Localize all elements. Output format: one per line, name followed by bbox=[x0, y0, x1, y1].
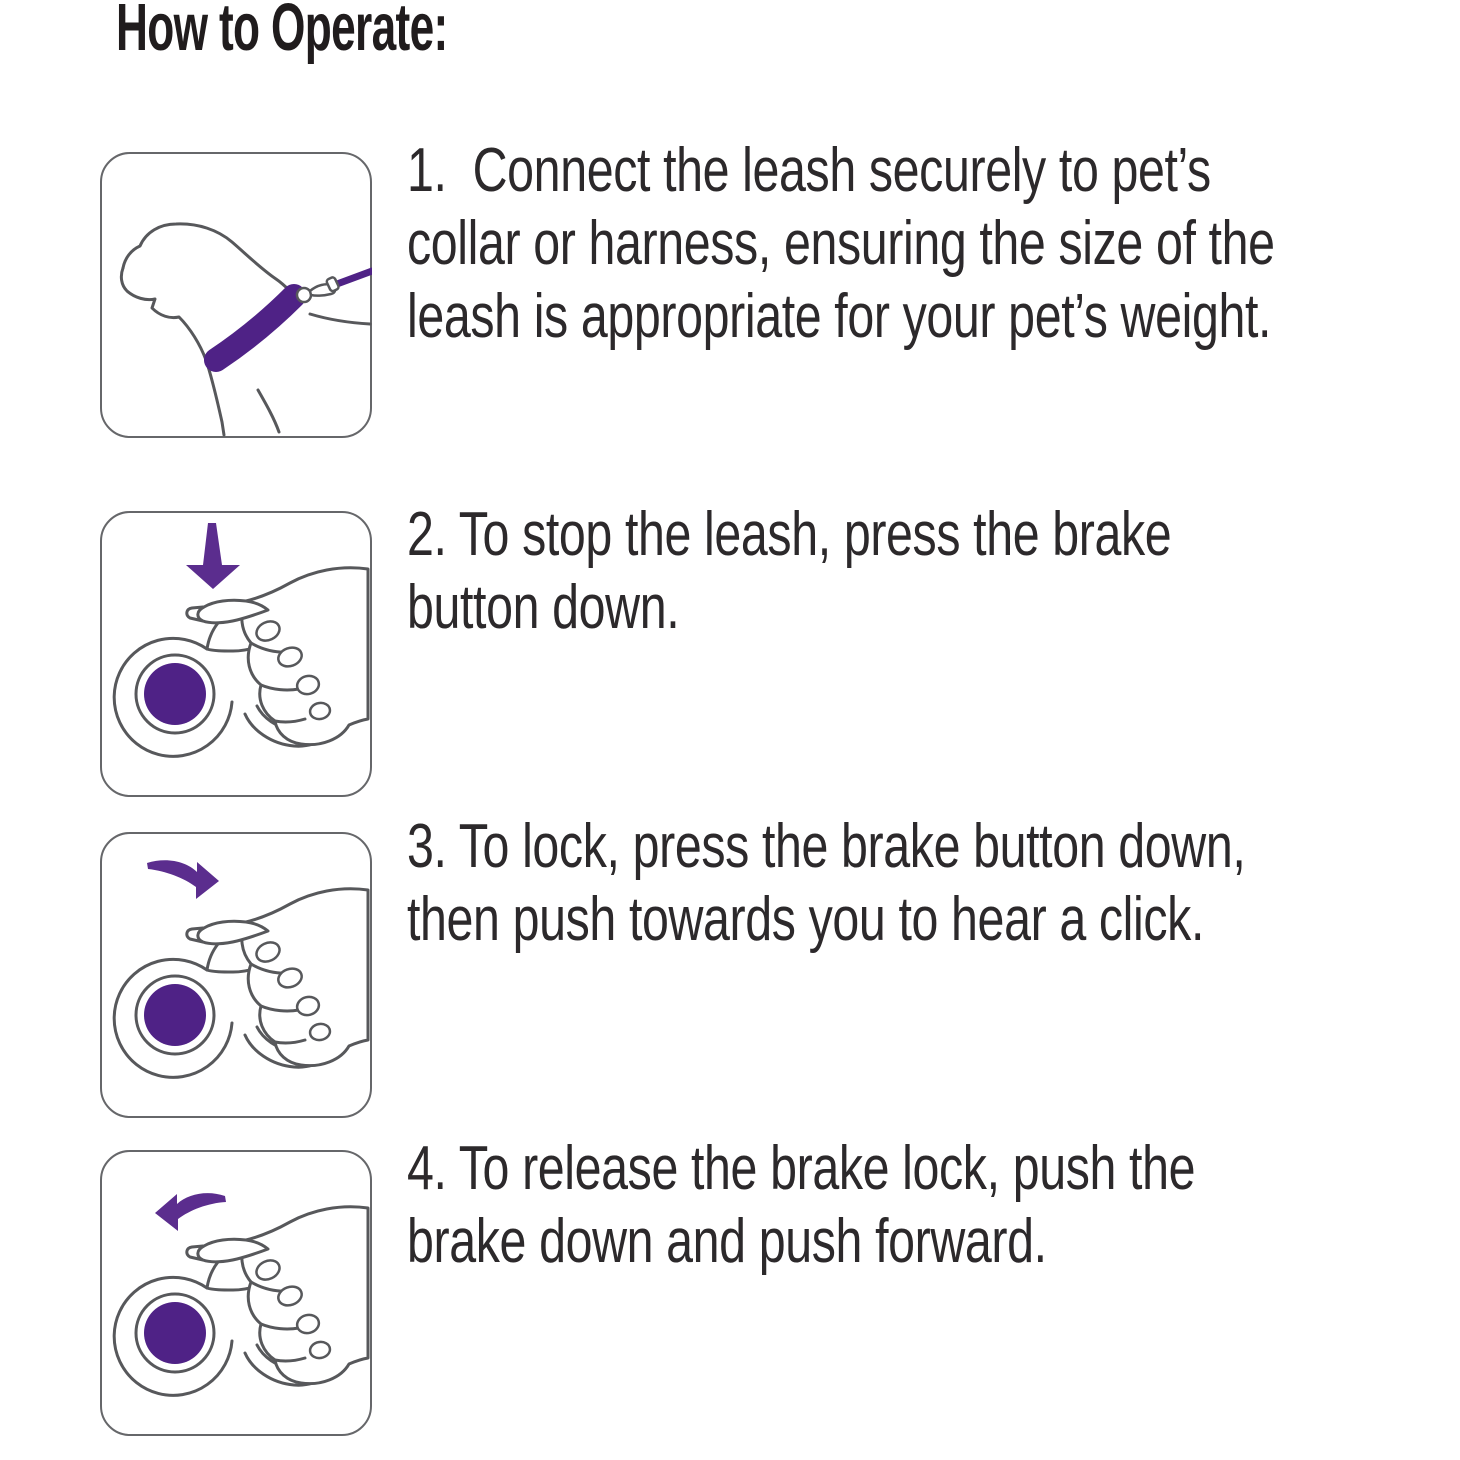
brake-press-down-icon bbox=[100, 511, 372, 797]
step1-line1: 1. Connect the leash securely to pet’s bbox=[407, 136, 1211, 205]
step4-text bbox=[407, 1132, 1195, 1278]
step3-illustration-box bbox=[100, 832, 372, 1118]
step1-illustration-box bbox=[100, 152, 372, 438]
step1-text bbox=[407, 134, 1275, 353]
step4-illustration-box bbox=[100, 1150, 372, 1436]
curve-left-arrow-icon bbox=[155, 1193, 226, 1231]
step1-line3: leash is appropriate for your pet’s weight. bbox=[407, 282, 1272, 351]
curve-right-arrow-icon bbox=[147, 860, 219, 899]
down-arrow-icon bbox=[186, 523, 240, 589]
step3-text bbox=[407, 810, 1245, 956]
step2-text bbox=[407, 498, 1171, 644]
page-title: How to Operate: bbox=[116, 0, 448, 65]
step4-line2: brake down and push forward. bbox=[407, 1207, 1047, 1276]
step2-illustration-box bbox=[100, 511, 372, 797]
step3-line2: then push towards you to hear a click. bbox=[407, 885, 1205, 954]
step3-line1: 3. To lock, press the brake button down, bbox=[407, 812, 1246, 881]
step2-line1: 2. To stop the leash, press the brake bbox=[407, 500, 1172, 569]
step2-line2: button down. bbox=[407, 573, 680, 642]
brake-lock-icon bbox=[100, 832, 372, 1118]
dog-collar-leash-icon bbox=[100, 152, 372, 438]
step4-line1: 4. To release the brake lock, push the bbox=[407, 1134, 1196, 1203]
step1-line2: collar or harness, ensuring the size of the bbox=[407, 209, 1275, 278]
brake-release-icon bbox=[100, 1150, 372, 1436]
